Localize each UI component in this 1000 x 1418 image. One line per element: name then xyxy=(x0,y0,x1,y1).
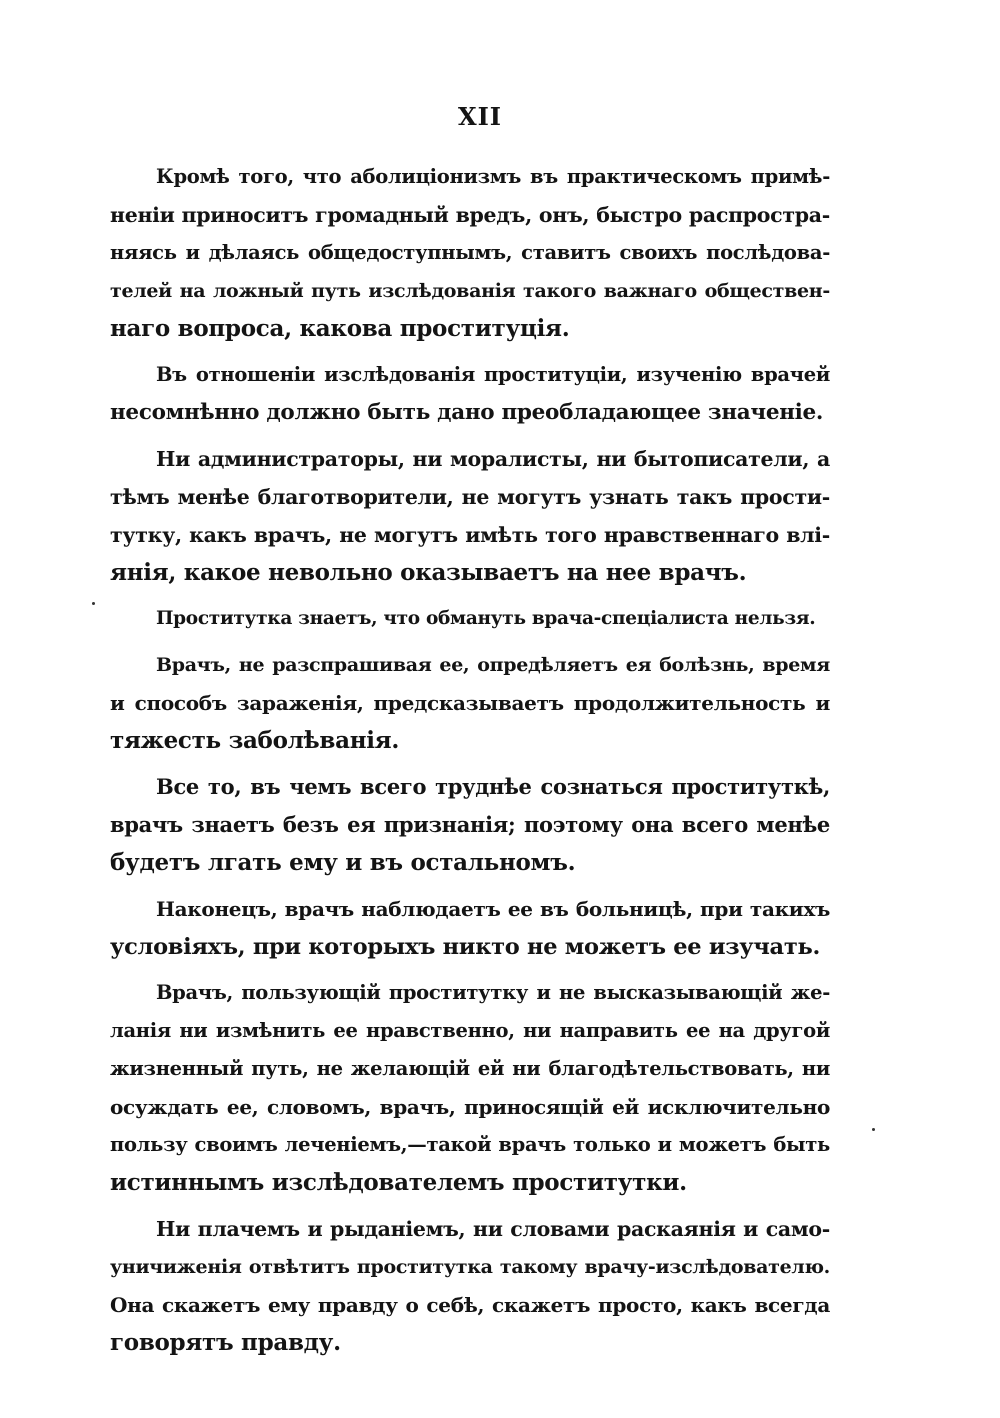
text-line: ланія ни измѣнить ее нравственно, ни направить ее на другой xyxy=(110,1019,830,1042)
text-line: несомнѣнно должно быть дано преобладающее значеніе. xyxy=(110,400,824,425)
text-line: неніи приноситъ громадный вредъ, онъ, быстро распростра- xyxy=(110,203,830,227)
text-line: жизненный путь, не желающій ей ни благодѣтельствовать, ни xyxy=(110,1057,830,1080)
paragraph-8 xyxy=(110,974,830,1202)
page-number: XII xyxy=(457,102,503,131)
paragraph-4 xyxy=(110,600,830,638)
text-line: и способъ зараженія, предсказываетъ продолжительность и xyxy=(110,691,830,715)
text-line: будетъ лгать ему и въ остальномъ. xyxy=(110,849,576,876)
text-line: Въ отношеніи изслѣдованія проституціи, изученію врачей xyxy=(156,363,830,386)
text-line: Наконецъ, врачъ наблюдаетъ ее въ больницѣ, при такихъ xyxy=(156,897,830,921)
text-line: тѣмъ менѣе благотворители, не могутъ узнать такъ прости- xyxy=(110,485,830,509)
paragraph-2 xyxy=(110,356,830,432)
text-line: Все то, въ чемъ всего труднѣе сознаться проституткѣ, xyxy=(156,774,830,799)
text-line: пользу своимъ леченіемъ,—такой врачъ только и можетъ быть xyxy=(110,1133,830,1156)
text-line: телей на ложный путь изслѣдованія такого важнаго обществен- xyxy=(110,280,830,302)
paragraph-7 xyxy=(110,890,830,966)
text-line: Врачъ, не разспрашивая ее, опредѣляетъ ея болѣзнь, время xyxy=(156,654,830,676)
text-line: янія, какое невольно оказываетъ на нее врачъ. xyxy=(110,559,747,586)
text-line: осуждать ее, словомъ, врачъ, приносящій ей исключительно xyxy=(110,1095,830,1119)
text-line: Проститутка знаетъ, что обмануть врача-спеціалиста нельзя. xyxy=(156,608,816,629)
paragraph-5 xyxy=(110,646,830,760)
text-line: Ни администраторы, ни моралисты, ни бытописатели, а xyxy=(156,447,830,471)
paragraph-6 xyxy=(110,768,830,882)
text-line: Кромѣ того, что аболиціонизмъ въ практическомъ примѣ- xyxy=(156,165,830,188)
print-speck xyxy=(92,602,95,605)
text-line: Она скажетъ ему правду о себѣ, скажетъ просто, какъ всегда xyxy=(110,1293,830,1317)
text-line: тяжесть заболѣванія. xyxy=(110,727,400,754)
text-line: говорятъ правду. xyxy=(110,1329,341,1356)
text-line: наго вопроса, какова проституція. xyxy=(110,315,570,342)
paragraph-9 xyxy=(110,1210,830,1362)
print-speck xyxy=(872,1128,875,1131)
paragraph-3 xyxy=(110,440,830,592)
text-line: няясь и дѣлаясь общедоступнымъ, ставитъ своихъ послѣдова- xyxy=(110,241,830,264)
text-line: уничиженія отвѣтитъ проститутка такому врачу-изслѣдователю. xyxy=(110,1256,830,1278)
text-line: тутку, какъ врачъ, не могутъ имѣть того нравственнаго влі- xyxy=(110,523,830,547)
text-line: Врачъ, пользующій проститутку и не высказывающій же- xyxy=(156,981,830,1004)
paragraph-1 xyxy=(110,158,830,348)
text-line: условіяхъ, при которыхъ никто не можетъ ее изучать. xyxy=(110,934,820,960)
text-line: врачъ знаетъ безъ ея признанія; поэтому она всего менѣе xyxy=(110,812,830,837)
body-text xyxy=(110,158,830,1362)
text-line: Ни плачемъ и рыданіемъ, ни словами раскаянія и само- xyxy=(156,1217,830,1241)
text-line: истиннымъ изслѣдователемъ проститутки. xyxy=(110,1169,687,1196)
